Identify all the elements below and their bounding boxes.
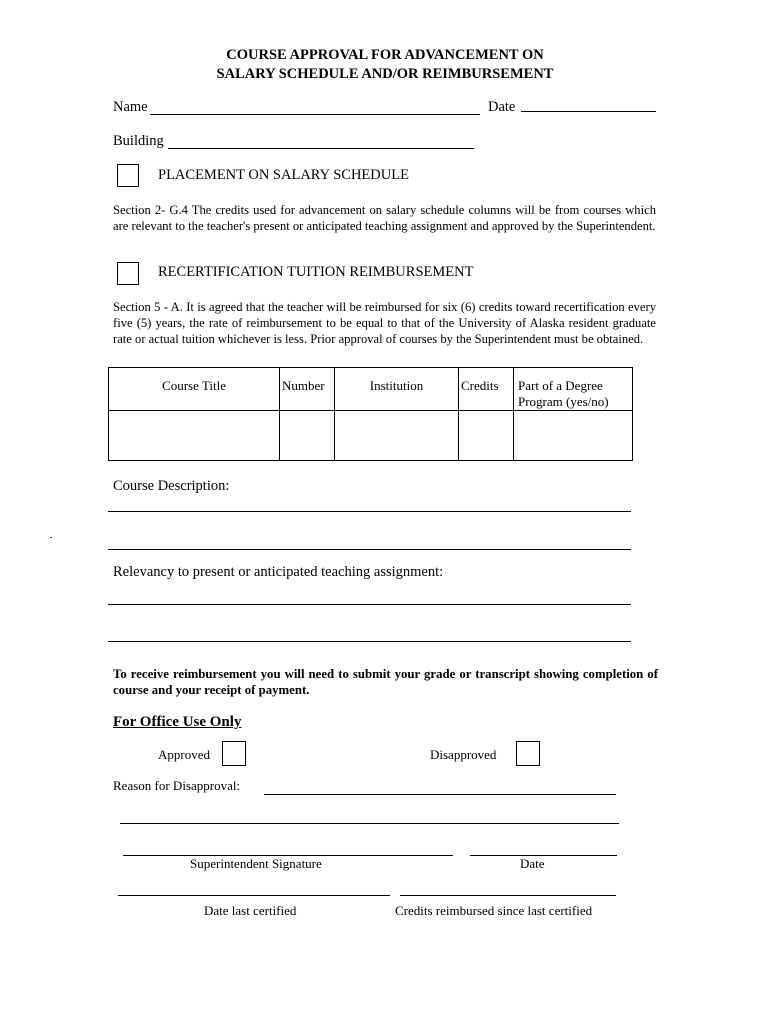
office-use-heading: For Office Use Only — [113, 714, 242, 730]
reason-line-1[interactable] — [264, 794, 616, 795]
approved-checkbox[interactable] — [222, 741, 246, 766]
building-label: Building — [113, 133, 164, 149]
date-last-certified-label: Date last certified — [204, 903, 297, 918]
recertification-section-text: Section 5 - A. It is agreed that the teacher will be reimbursed for six (6) credits toward recertification every five (5) years, the rate of reimbursement to be equal to that of the University of Alaska resident graduate rate or actual tuition whichever is less. Prior approval of courses by the Superintendent must be obtained. — [113, 300, 656, 346]
placement-checkbox[interactable] — [117, 164, 139, 187]
reimbursement-note: To receive reimbursement you will need to submit your grade or transcript showing completion of course and your receipt of payment. — [113, 667, 658, 697]
reason-line-2[interactable] — [120, 823, 619, 824]
course-description-label: Course Description: — [113, 478, 230, 494]
date-last-certified-line[interactable] — [118, 895, 390, 896]
name-field[interactable] — [150, 114, 480, 115]
superintendent-signature-label: Superintendent Signature — [190, 856, 322, 871]
date-field[interactable] — [521, 111, 656, 112]
recertification-checkbox[interactable] — [117, 262, 139, 285]
header-degree-program: Part of a Degree Program (yes/no) — [514, 368, 633, 411]
signature-date-label: Date — [520, 856, 545, 871]
form-title-line1: COURSE APPROVAL FOR ADVANCEMENT ON — [226, 47, 544, 63]
header-number: Number — [280, 368, 335, 411]
table-header-row — [109, 368, 633, 411]
relevancy-line-2[interactable] — [108, 641, 631, 642]
date-label: Date — [488, 99, 516, 115]
disapproved-label: Disapproved — [430, 747, 497, 762]
course-description-line-1[interactable] — [108, 511, 631, 512]
course-title-cell[interactable] — [109, 411, 280, 461]
course-description-line-2[interactable] — [108, 549, 631, 550]
approved-label: Approved — [158, 747, 210, 762]
name-label: Name — [113, 99, 148, 115]
relevancy-label: Relevancy to present or anticipated teaching assignment: — [113, 564, 444, 580]
recertification-label: RECERTIFICATION TUITION REIMBURSEMENT — [158, 264, 474, 280]
number-cell[interactable] — [280, 411, 335, 461]
form-title-line2: SALARY SCHEDULE AND/OR REIMBURSEMENT — [216, 66, 554, 82]
disapproved-checkbox[interactable] — [516, 741, 540, 766]
relevancy-line-1[interactable] — [108, 604, 631, 605]
degree-program-cell[interactable] — [514, 411, 633, 461]
header-course-title: Course Title — [109, 368, 280, 411]
course-table — [108, 367, 633, 461]
table-row — [109, 411, 633, 461]
stray-mark — [50, 537, 52, 538]
reason-label: Reason for Disapproval: — [113, 778, 241, 793]
credits-cell[interactable] — [459, 411, 514, 461]
credits-reimbursed-line[interactable] — [400, 895, 616, 896]
placement-section-text: Section 2- G.4 The credits used for advancement on salary schedule columns will be from courses which are relevant to the teacher's present or anticipated teaching assignment and approved by the Superintendent. — [113, 203, 656, 233]
institution-cell[interactable] — [335, 411, 459, 461]
header-credits: Credits — [459, 368, 514, 411]
placement-label: PLACEMENT ON SALARY SCHEDULE — [158, 167, 409, 183]
header-institution: Institution — [335, 368, 459, 411]
building-field[interactable] — [168, 148, 474, 149]
credits-reimbursed-label: Credits reimbursed since last certified — [395, 903, 593, 918]
